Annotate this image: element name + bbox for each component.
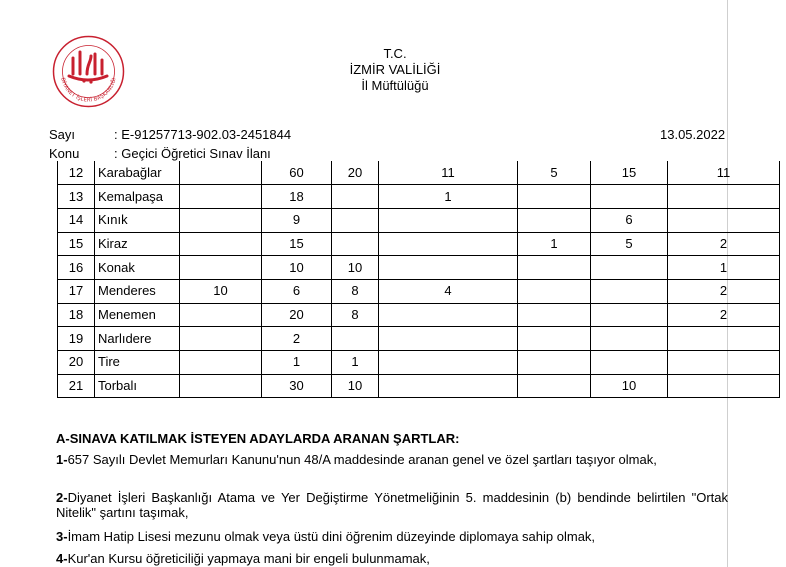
quota-cell [379,327,518,351]
quota-cell [668,351,780,375]
row-number-cell: 21 [58,374,95,398]
quota-cell: 20 [262,303,332,327]
quota-cell [180,185,262,209]
quota-cell [180,161,262,185]
quota-cell: 30 [262,374,332,398]
district-name-cell: Torbalı [95,374,180,398]
quota-cell [518,303,591,327]
quota-cell: 10 [332,374,379,398]
document-date: 13.05.2022 [660,127,726,142]
quota-cell: 8 [332,303,379,327]
quota-cell [518,327,591,351]
quota-cell: 8 [332,279,379,303]
item-number: 4- [56,551,68,566]
quota-cell [379,351,518,375]
quota-cell: 10 [180,279,262,303]
quota-cell: 2 [668,303,780,327]
quota-cell: 4 [379,279,518,303]
quota-cell: 11 [668,161,780,185]
quota-cell [591,279,668,303]
quota-cell: 5 [591,232,668,256]
district-name-cell: Tire [95,351,180,375]
konu-label: Konu [49,146,80,161]
quota-cell: 2 [668,279,780,303]
requirement-item [56,529,728,544]
requirement-item [56,490,728,520]
item-number: 3- [56,529,68,544]
table-row [58,185,780,209]
quota-cell [668,185,780,209]
quota-cell [180,351,262,375]
quota-cell: 20 [332,161,379,185]
quota-cell [591,351,668,375]
quota-cell: 6 [262,279,332,303]
table-row [58,327,780,351]
quota-cell: 11 [379,161,518,185]
quota-cell [518,185,591,209]
table-row [58,351,780,375]
quota-cell: 15 [262,232,332,256]
quota-cell: 1 [262,351,332,375]
district-name-cell: Kiraz [95,232,180,256]
quota-cell: 10 [591,374,668,398]
requirements-title: A-SINAVA KATILMAK İSTEYEN ADAYLARDA ARANAN ŞARTLAR: [56,431,460,446]
item-number: 1- [56,452,68,467]
district-name-cell: Menemen [95,303,180,327]
quota-cell: 2 [668,232,780,256]
quota-cell [591,256,668,280]
quota-cell [379,232,518,256]
row-number-cell: 17 [58,279,95,303]
quota-cell: 9 [262,208,332,232]
requirement-item [56,452,728,467]
quota-cell [591,185,668,209]
quota-cell: 15 [591,161,668,185]
district-name-cell: Kınık [95,208,180,232]
row-number-cell: 16 [58,256,95,280]
quota-cell [180,208,262,232]
quota-cell: 60 [262,161,332,185]
table-row [58,256,780,280]
quota-cell [332,327,379,351]
item-text: 657 Sayılı Devlet Memurları Kanunu'nun 48/A maddesinde aranan genel ve özel şartları taşıyor olmak, [67,452,657,467]
quota-cell: 1 [668,256,780,280]
quota-cell [668,208,780,232]
row-number-cell: 12 [58,161,95,185]
quota-cell [379,256,518,280]
header-valilik: İZMİR VALİLİĞİ [349,62,441,77]
diyanet-logo [51,34,126,109]
quota-cell: 10 [332,256,379,280]
district-name-cell: Karabağlar [95,161,180,185]
quota-cell [591,327,668,351]
table-row [58,232,780,256]
sayi-value: : E-91257713-902.03-2451844 [114,127,292,142]
item-text: İmam Hatip Lisesi mezunu olmak veya üstü dini öğrenim düzeyinde diplomaya sahip olmak, [67,529,596,544]
quota-cell [518,351,591,375]
item-number: 2- [56,490,68,505]
quota-cell [332,185,379,209]
quota-cell [332,208,379,232]
header-tc: T.C. [383,46,407,61]
table-row [58,374,780,398]
district-name-cell: Kemalpaşa [95,185,180,209]
quota-cell: 1 [379,185,518,209]
item-text: Diyanet İşleri Başkanlığı Atama ve Yer Değiştirme Yönetmeliğinin 5. maddesinin (b) bendinde belirtilen "Ortak Nitelik" şartını taşımak, [56,490,728,520]
quota-cell [180,232,262,256]
table-row [58,303,780,327]
quota-table [57,161,780,398]
row-number-cell: 15 [58,232,95,256]
quota-cell [180,303,262,327]
district-name-cell: Konak [95,256,180,280]
quota-cell [180,374,262,398]
table-row [58,161,780,185]
header-mufluluk: İl Müftülüğü [361,78,429,93]
quota-cell: 1 [332,351,379,375]
quota-cell: 18 [262,185,332,209]
quota-cell [591,303,668,327]
quota-cell [379,374,518,398]
quota-cell [668,374,780,398]
row-number-cell: 13 [58,185,95,209]
item-text: Kur'an Kursu öğreticiliği yapmaya mani bir engeli bulunmamak, [67,551,430,566]
quota-cell: 6 [591,208,668,232]
row-number-cell: 14 [58,208,95,232]
quota-cell [518,208,591,232]
quota-cell [668,327,780,351]
sayi-label: Sayı [49,127,76,142]
row-number-cell: 20 [58,351,95,375]
quota-cell [518,256,591,280]
quota-cell: 2 [262,327,332,351]
quota-cell: 10 [262,256,332,280]
quota-cell [332,232,379,256]
table-row [58,279,780,303]
row-number-cell: 18 [58,303,95,327]
table-row [58,208,780,232]
quota-cell [518,374,591,398]
quota-cell: 5 [518,161,591,185]
quota-cell [518,279,591,303]
quota-cell: 1 [518,232,591,256]
quota-cell [180,327,262,351]
konu-value: : Geçici Öğretici Sınav İlanı [114,146,271,161]
row-number-cell: 19 [58,327,95,351]
district-name-cell: Narlıdere [95,327,180,351]
logo-text: DİYANET İŞLERİ BAŞKANLIĞI [59,77,118,104]
quota-cell [379,208,518,232]
district-name-cell: Menderes [95,279,180,303]
quota-cell [379,303,518,327]
quota-cell [180,256,262,280]
requirement-item [56,551,728,566]
